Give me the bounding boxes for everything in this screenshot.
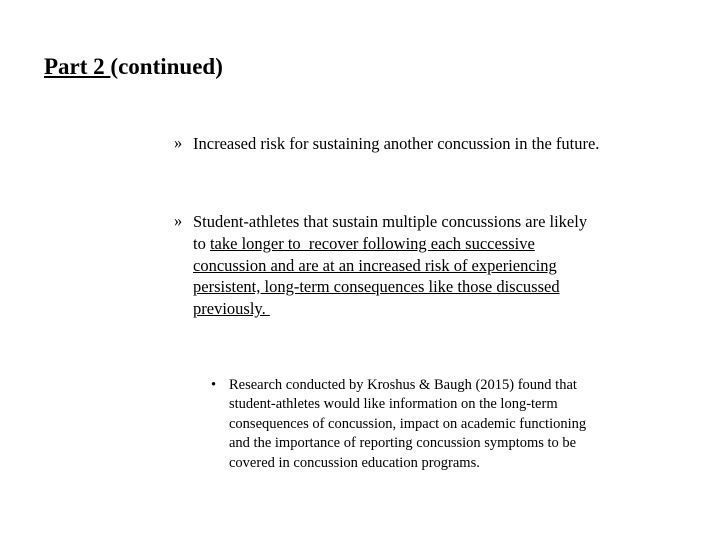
bullet-marker: » xyxy=(174,133,183,152)
bullet-text: Increased risk for sustaining another concussion in the future. xyxy=(193,134,600,153)
sub-bullet-line: student-athletes would like information on the long-term xyxy=(229,396,558,412)
sub-bullet-marker: • xyxy=(211,377,217,393)
bullet-text-line: Student-athletes that sustain multiple concussions are likely xyxy=(193,212,588,231)
bullet-text-line: previously. xyxy=(193,299,270,318)
sub-bullet-line: Research conducted by Kroshus & Baugh (2015) found that xyxy=(229,377,577,393)
sub-bullet-line: covered in concussion education programs. xyxy=(229,455,480,471)
slide-title: Part 2 (continued) xyxy=(44,54,223,79)
bullet-text-line: to take longer to recover following each successive xyxy=(193,234,535,253)
sub-bullet-line: consequences of concussion, impact on academic functioning xyxy=(229,416,587,432)
bullet-text-line: concussion and are at an increased risk of experiencing xyxy=(193,256,557,275)
bullet-marker: » xyxy=(174,211,183,230)
bullet-text-line: persistent, long-term consequences like those discussed xyxy=(193,277,560,296)
sub-bullet-line: and the importance of reporting concussion symptoms to be xyxy=(229,435,577,451)
